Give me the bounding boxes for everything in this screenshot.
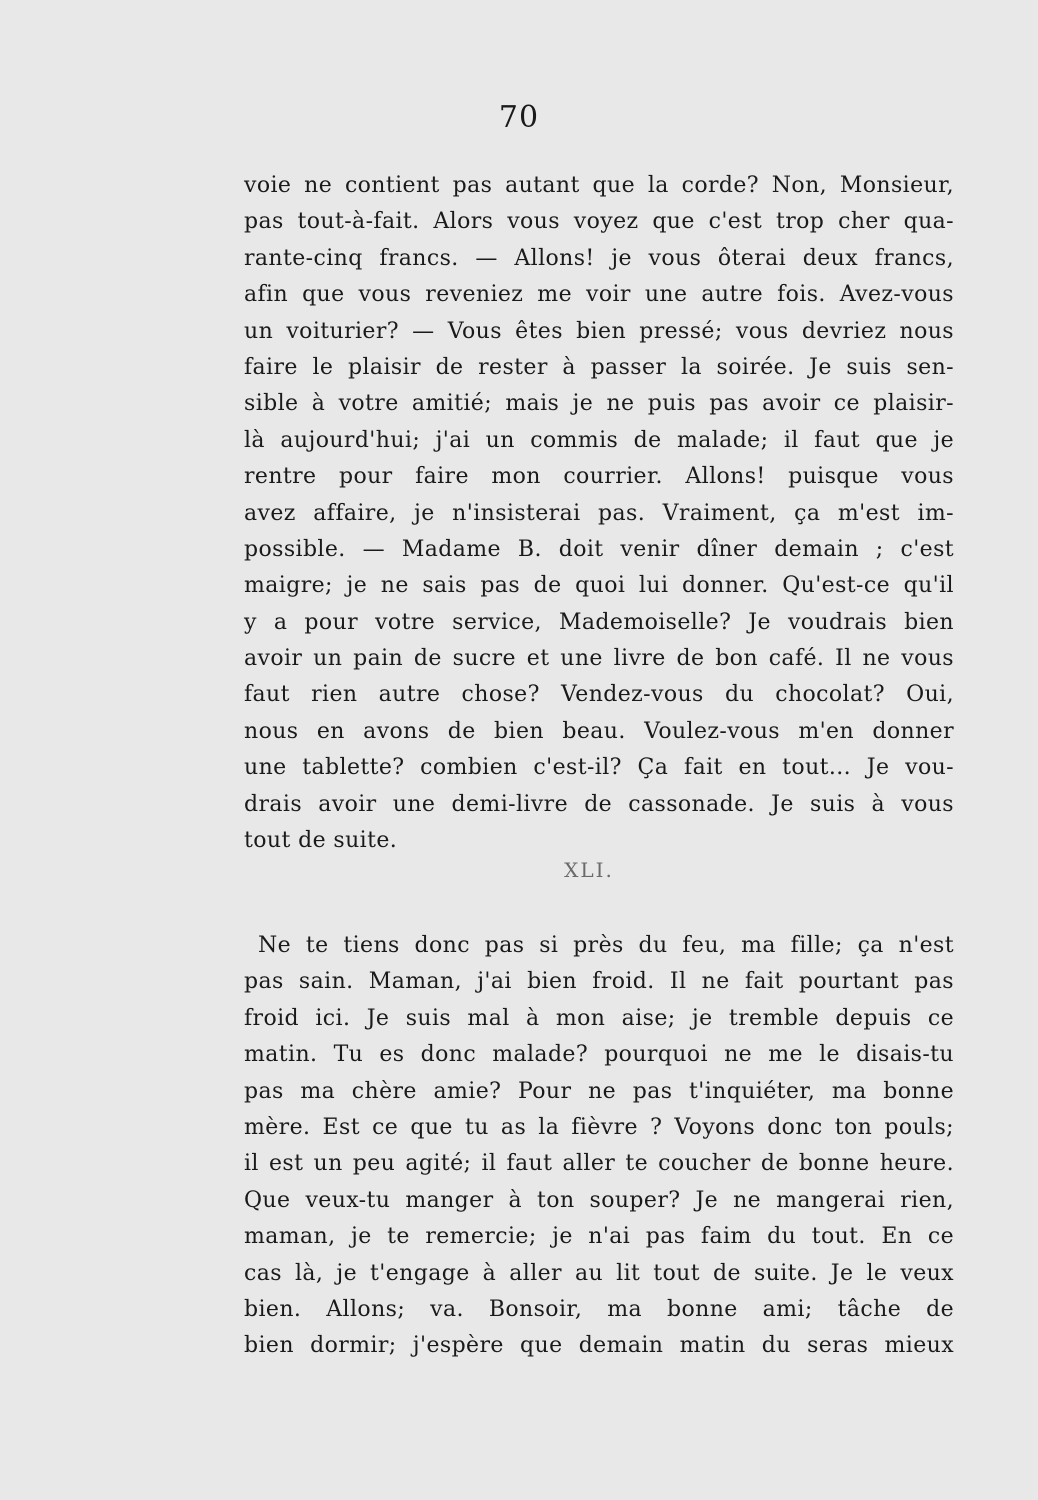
text-line: une tablette? combien c'est-il? Ça fait en tout... Je vou- xyxy=(244,755,954,781)
text-line: drais avoir une demi-livre de cassonade. Je suis à vous xyxy=(244,791,954,817)
text-line: voie ne contient pas autant que la corde? Non, Monsieur, xyxy=(244,173,954,198)
text-line: afin que vous reveniez me voir une autre fois. Avez-vous xyxy=(244,282,954,308)
text-line: faire le plaisir de rester à passer la soirée. Je suis sen- xyxy=(244,354,954,380)
paragraph-1 xyxy=(244,168,954,859)
text-line: nous en avons de bien beau. Voulez-vous m'en donner xyxy=(244,718,954,744)
text-line: pas ma chère amie? Pour ne pas t'inquiéter, ma bonne xyxy=(244,1078,954,1104)
text-line: sible à votre amitié; mais je ne puis pas avoir ce plaisir- xyxy=(244,391,954,417)
text-line: mère. Est ce que tu as la fièvre ? Voyons donc ton pouls; xyxy=(244,1114,954,1140)
text-line: rante-cinq francs. — Allons! je vous ôterai deux francs, xyxy=(244,245,954,271)
text-line: pas sain. Maman, j'ai bien froid. Il ne fait pourtant pas xyxy=(244,969,954,995)
text-line: y a pour votre service, Mademoiselle? Je voudrais bien xyxy=(244,609,954,635)
text-line: cas là, je t'engage à aller au lit tout de suite. Je le veux xyxy=(244,1260,954,1286)
text-line: Ne te tiens donc pas si près du feu, ma fille; ça n'est xyxy=(258,933,954,958)
text-line: rentre pour faire mon courrier. Allons! puisque vous xyxy=(244,464,954,490)
paragraph-2 xyxy=(244,928,954,1365)
text-line: maigre; je ne sais pas de quoi lui donner. Qu'est-ce qu'il xyxy=(244,573,954,599)
text-line: il est un peu agité; il faut aller te coucher de bonne heure. xyxy=(244,1151,954,1177)
text-line: avoir un pain de sucre et une livre de bon café. Il ne vous xyxy=(244,646,954,672)
text-line: froid ici. Je suis mal à mon aise; je tremble depuis ce xyxy=(244,1005,954,1031)
text-line: bien. Allons; va. Bonsoir, ma bonne ami; tâche de xyxy=(244,1296,954,1322)
text-line: possible. — Madame B. doit venir dîner demain ; c'est xyxy=(244,536,954,562)
text-line: bien dormir; j'espère que demain matin du seras mieux xyxy=(244,1333,954,1359)
section-heading: XLI. xyxy=(564,858,614,882)
text-line: Que veux-tu manger à ton souper? Je ne mangerai rien, xyxy=(244,1187,954,1213)
text-line: là aujourd'hui; j'ai un commis de malade; il faut que je xyxy=(244,427,954,453)
page-number: 70 xyxy=(498,100,540,135)
text-line: un voiturier? — Vous êtes bien pressé; vous devriez nous xyxy=(244,318,954,344)
text-line: tout de suite. xyxy=(244,828,398,854)
text-line: maman, je te remercie; je n'ai pas faim du tout. En ce xyxy=(244,1224,954,1250)
text-line: faut rien autre chose? Vendez-vous du chocolat? Oui, xyxy=(244,682,954,708)
text-line: avez affaire, je n'insisterai pas. Vraiment, ça m'est im- xyxy=(244,500,954,526)
text-line: matin. Tu es donc malade? pourquoi ne me le disais-tu xyxy=(244,1042,954,1068)
text-line: pas tout-à-fait. Alors vous voyez que c'est trop cher qua- xyxy=(244,209,954,235)
